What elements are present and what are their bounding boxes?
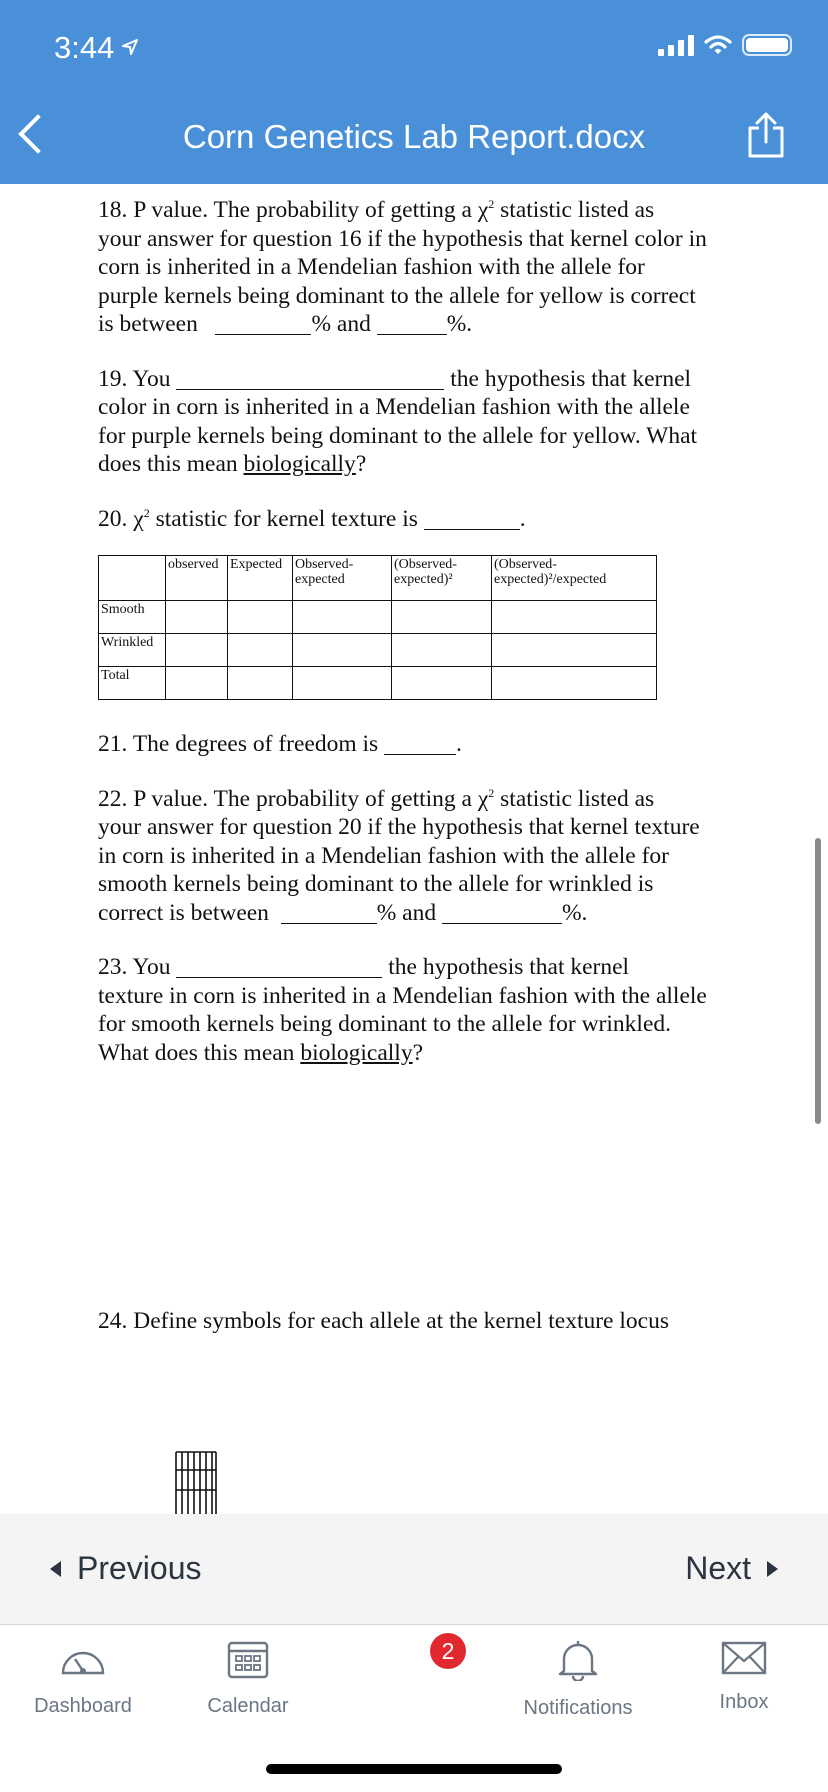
q22: 22. P value. The probability of getting a $\chi^2$ statistic listed as your answer for question 20 if the hypothesis that kernel texture in corn is inherited in a Mendelian fashion with the allele for smooth kernels being dominant to the allele for wrinkled is correct is between % and %. xyxy=(98,785,700,926)
table-cell xyxy=(293,667,392,700)
document-body xyxy=(98,184,758,1514)
table-header-cell: Expected xyxy=(228,556,293,601)
table-row-label: Smooth xyxy=(99,601,166,634)
table-header-cell: Observed-expected xyxy=(293,556,392,601)
next-button[interactable]: Next xyxy=(685,1550,778,1587)
answer-blank xyxy=(442,901,562,924)
notification-badge: 2 xyxy=(430,1633,466,1669)
q23: 23. You the hypothesis that kernel texture in corn is inherited in a Mendelian fashion with the allele for smooth kernels being dominant to the allele for wrinkled. What does this mean biologically? xyxy=(98,954,707,1066)
table-header-cell xyxy=(99,556,166,601)
envelope-icon xyxy=(721,1639,767,1675)
bell-icon xyxy=(556,1639,600,1681)
header-bar xyxy=(0,0,828,184)
table-cell xyxy=(166,667,228,700)
table-header-row xyxy=(99,556,657,601)
status-indicators xyxy=(658,34,792,56)
table-cell xyxy=(392,634,492,667)
answer-blank xyxy=(424,507,520,530)
table-row xyxy=(99,601,657,634)
cell-signal-icon xyxy=(658,34,694,56)
answer-blank xyxy=(215,312,311,335)
table-cell xyxy=(492,601,657,634)
answer-blank xyxy=(377,312,447,335)
tab-dashboard[interactable]: Dashboard xyxy=(28,1639,138,1718)
dashboard-icon xyxy=(58,1639,108,1679)
table-cell xyxy=(166,601,228,634)
table-row xyxy=(99,634,657,667)
pager-bar xyxy=(0,1514,828,1625)
share-icon[interactable] xyxy=(746,112,786,158)
tab-inbox[interactable]: Inbox xyxy=(704,1639,784,1714)
location-arrow-icon xyxy=(121,38,139,56)
page-title: Corn Genetics Lab Report.docx xyxy=(182,118,646,155)
table-cell xyxy=(228,634,293,667)
q18: 18. P value. The probability of getting a $\chi^2$ statistic listed as your answer for question 16 if the hypothesis that kernel color in corn is inherited in a Mendelian fashion with the allele for purple kernels being dominant to the allele for yellow is correct is between % and %. xyxy=(98,197,707,337)
status-time: 3:44 xyxy=(54,30,115,65)
chi-square-table xyxy=(98,555,657,700)
table-cell xyxy=(293,634,392,667)
q21: 21. The degrees of freedom is . xyxy=(98,731,462,757)
table-cell xyxy=(293,601,392,634)
answer-blank xyxy=(176,367,444,390)
next-arrow-icon xyxy=(767,1561,778,1577)
q19: 19. You the hypothesis that kernel color in corn is inherited in a Mendelian fashion with the allele for purple kernels being dominant to the allele for yellow. What does this mean biologically? xyxy=(98,365,698,477)
punnett-grid-image xyxy=(174,1450,218,1514)
previous-button[interactable]: Previous xyxy=(50,1550,202,1587)
table-cell xyxy=(492,667,657,700)
answer-blank xyxy=(384,732,456,755)
battery-icon xyxy=(742,34,792,56)
table-row xyxy=(99,667,657,700)
previous-arrow-icon xyxy=(50,1561,61,1577)
scrollbar[interactable] xyxy=(815,838,821,1124)
table-cell xyxy=(392,667,492,700)
calendar-icon xyxy=(227,1639,269,1679)
table-cell xyxy=(228,601,293,634)
table-header-cell: observed xyxy=(166,556,228,601)
table-row-label: Total xyxy=(99,667,166,700)
answer-blank xyxy=(176,955,382,978)
table-row-label: Wrinkled xyxy=(99,634,166,667)
table-cell xyxy=(166,634,228,667)
wifi-icon xyxy=(704,34,732,56)
q24: 24. Define symbols for each allele at the kernel texture locus xyxy=(98,1308,669,1334)
table-cell xyxy=(392,601,492,634)
table-header-cell: (Observed-expected)²/expected xyxy=(492,556,657,601)
tab-notifications[interactable]: Notifications xyxy=(508,1639,648,1720)
table-cell xyxy=(492,634,657,667)
table-header-cell: (Observed-expected)² xyxy=(392,556,492,601)
q20: 20. $\chi^2$ statistic for kernel texture is . xyxy=(98,505,526,532)
table-cell xyxy=(228,667,293,700)
tab-calendar[interactable]: Calendar xyxy=(198,1639,298,1718)
answer-blank xyxy=(281,901,377,924)
home-indicator[interactable] xyxy=(266,1764,562,1774)
